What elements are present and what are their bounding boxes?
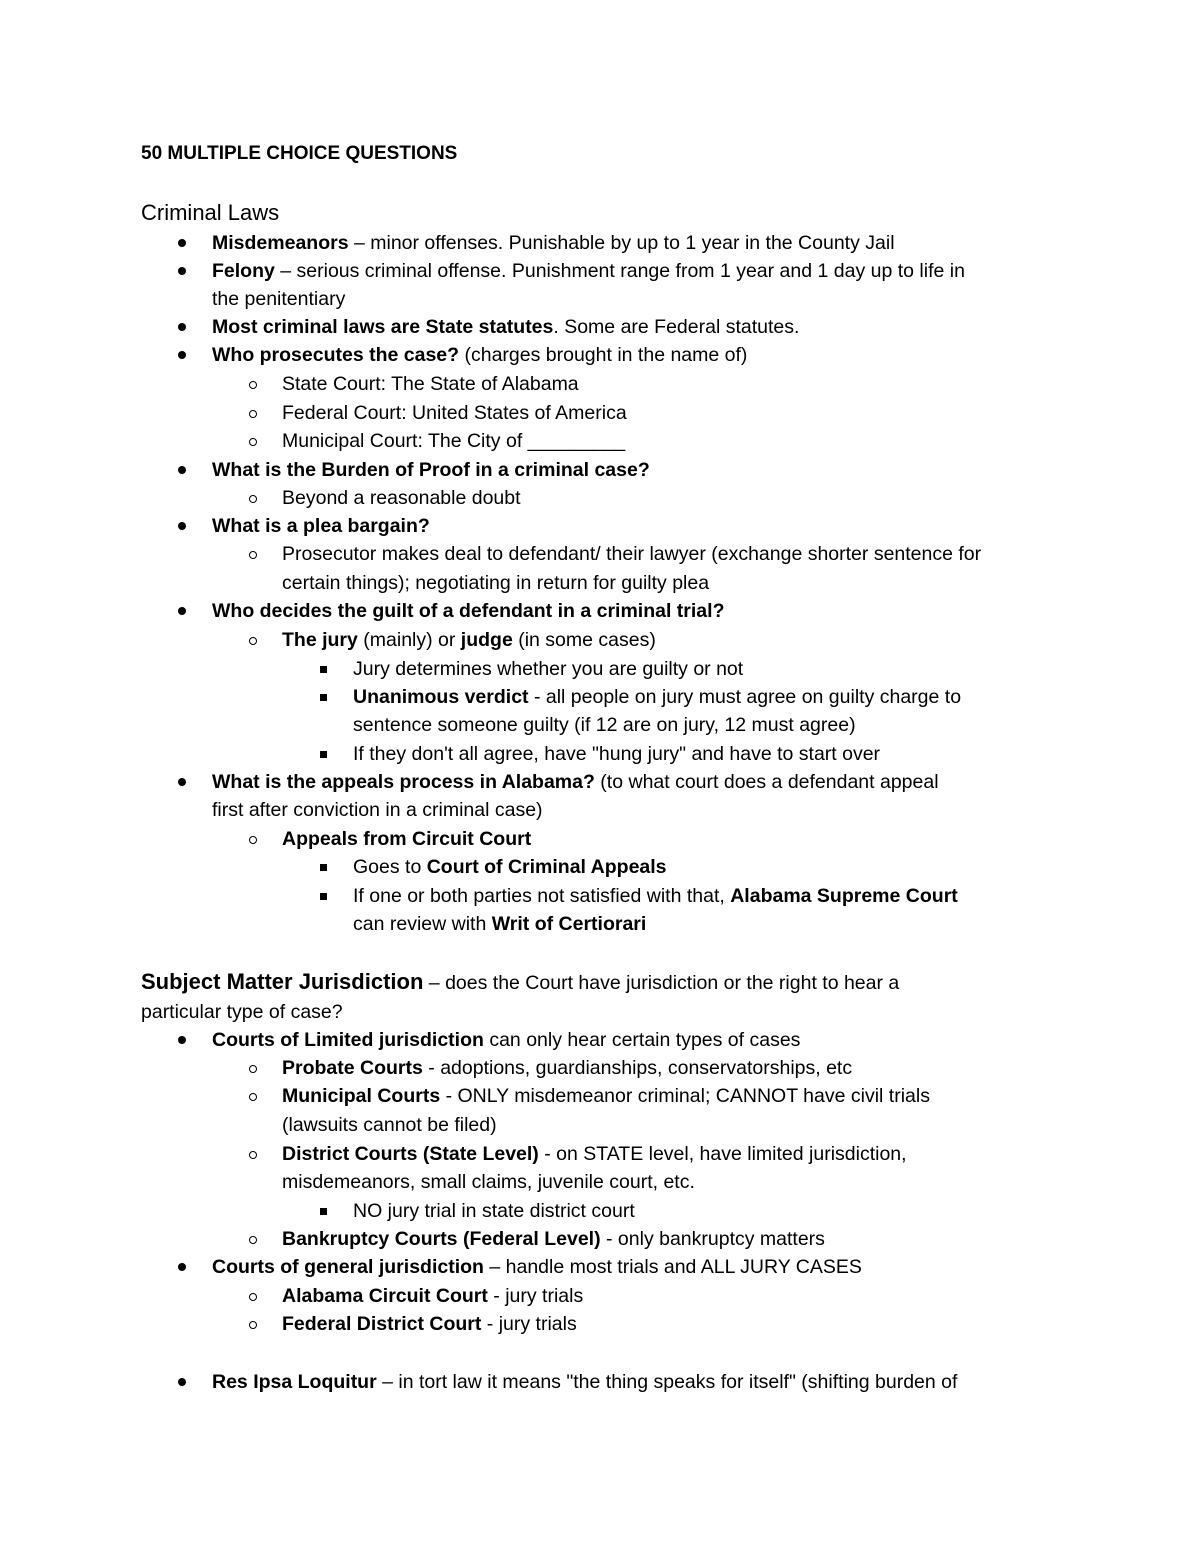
term-probate-courts: Probate Courts [282,1057,423,1079]
definition-district-courts: - on STATE level, have limited jurisdiction, [538,1143,907,1165]
sub-item-text: Jury determines whether you are guilty or not [353,658,744,680]
sub-item-district-courts [282,1140,907,1168]
answer-plea-bargain [282,540,981,568]
definition-res-ipsa-loquitur: – in tort law it means "the thing speaks for itself" (shifting burden of [376,1371,958,1393]
answer-text: Beyond a reasonable doubt [282,487,521,509]
list-item-who-decides-guilt [212,597,724,625]
sub-item-text: Federal Court: United States of America [282,402,627,424]
sub-item-bankruptcy-courts [282,1225,825,1253]
sub-item-text: Municipal Court: The City of _________ [282,430,626,452]
definition-felony: – serious criminal offense. Punishment range from 1 year and 1 day up to life in [274,260,965,282]
question-appeals-process: What is the appeals process in Alabama? [212,771,595,793]
definition-bankruptcy-courts: - only bankruptcy matters [600,1228,825,1250]
text-if-one: If one or both parties not satisfied with that, [353,885,731,907]
term-district-courts: District Courts (State Level) [282,1143,539,1165]
sub-item-no-jury-trial [353,1197,635,1225]
note-appeals-process-cont: first after conviction in a criminal case) [212,799,543,821]
term-court-criminal-appeals: Court of Criminal Appeals [426,856,667,878]
term-writ-of-certiorari: Writ of Certiorari [491,913,647,935]
list-item-res-ipsa-loquitur [212,1368,957,1396]
list-item-burden-of-proof [212,456,650,484]
sub-item-supreme-court-cont [353,910,646,938]
term-general-jurisdiction: Courts of general jurisdiction [212,1256,484,1278]
jurisdiction-intro-text: – does the Court have jurisdiction or the right to hear a [423,972,900,994]
text-goes-to: Goes to [353,856,427,878]
document-title: 50 MULTIPLE CHOICE QUESTIONS [141,143,458,164]
answer-text: Prosecutor makes deal to defendant/ their lawyer (exchange shorter sentence for [282,543,982,565]
term-unanimous-verdict: Unanimous verdict [353,686,529,708]
sub-item-state-court [282,370,579,398]
sub-item-supreme-court [353,882,958,910]
question-who-prosecutes: Who prosecutes the case? [212,344,460,366]
term-res-ipsa-loquitur: Res Ipsa Loquitur [212,1371,377,1393]
term-felony: Felony [212,260,275,282]
answer-plea-bargain-cont: certain things); negotiating in return for guilty plea [282,572,710,594]
sub-item-criminal-appeals [353,853,667,881]
term-federal-district-court: Federal District Court [282,1313,482,1335]
definition-limited-jurisdiction: can only hear certain types of cases [483,1029,801,1051]
criminal-laws-heading: Criminal Laws [141,200,280,225]
sub-item-municipal-courts [282,1082,930,1110]
definition-general-jurisdiction: – handle most trials and ALL JURY CASES [483,1256,862,1278]
text-state-statutes: . Some are Federal statutes. [553,316,800,338]
definition-misdemeanors: – minor offenses. Punishable by up to 1 year in the County Jail [348,232,895,254]
sub-item-alabama-circuit-court [282,1282,583,1310]
answer-burden-of-proof [282,484,521,512]
sub-item-municipal-court [282,427,625,455]
sub-item-jury-determines [353,655,743,683]
definition-municipal-courts: - ONLY misdemeanor criminal; CANNOT have civil trials [440,1085,930,1107]
sub-item-text: State Court: The State of Alabama [282,373,579,395]
list-item-who-prosecutes [212,341,747,369]
sub-item-text: If they don't all agree, have "hung jury" and have to start over [353,743,881,765]
term-misdemeanors: Misdemeanors [212,232,349,254]
question-who-decides-guilt: Who decides the guilt of a defendant in a criminal trial? [212,600,725,622]
sub-item-probate-courts [282,1054,852,1082]
list-item-appeals-process [212,768,939,796]
list-item-general-jurisdiction [212,1253,862,1281]
text-can-review: can review with [353,913,492,935]
list-item-limited-jurisdiction [212,1026,800,1054]
term-alabama-supreme-court: Alabama Supreme Court [730,885,958,907]
definition-unanimous-verdict: - all people on jury must agree on guilty charge to [528,686,962,708]
list-item-state-statutes [212,313,799,341]
term-limited-jurisdiction: Courts of Limited jurisdiction [212,1029,484,1051]
note-who-prosecutes: (charges brought in the name of) [459,344,748,366]
question-burden-of-proof: What is the Burden of Proof in a criminal case? [212,459,650,481]
list-item-felony [212,257,965,285]
term-appeals-circuit-court: Appeals from Circuit Court [282,828,532,850]
term-municipal-courts: Municipal Courts [282,1085,441,1107]
text-some-cases: (in some cases) [512,629,656,651]
subject-matter-jurisdiction-heading: Subject Matter Jurisdiction [141,969,424,994]
note-appeals-process: (to what court does a defendant appeal [594,771,939,793]
term-state-statutes: Most criminal laws are State statutes [212,316,554,338]
definition-unanimous-verdict-cont: sentence someone guilty (if 12 are on jury, 12 must agree) [353,714,856,736]
text-mainly: (mainly) or [357,629,461,651]
definition-probate-courts: - adoptions, guardianships, conservatorships, etc [422,1057,853,1079]
term-bankruptcy-courts: Bankruptcy Courts (Federal Level) [282,1228,601,1250]
sub-item-federal-district-court [282,1310,577,1338]
answer-jury-or-judge [282,626,656,654]
question-plea-bargain: What is a plea bargain? [212,515,430,537]
jurisdiction-intro [141,968,1041,997]
list-item-misdemeanors [212,229,895,257]
sub-item-hung-jury [353,740,880,768]
definition-alabama-circuit-court: - jury trials [487,1285,584,1307]
sub-item-unanimous-verdict [353,683,961,711]
sub-item-federal-court [282,399,627,427]
definition-federal-district-court: - jury trials [481,1313,577,1335]
term-judge: judge [460,629,513,651]
list-item-plea-bargain [212,512,430,540]
term-alabama-circuit-court: Alabama Circuit Court [282,1285,488,1307]
jurisdiction-intro-cont: particular type of case? [141,1001,343,1023]
sub-item-text: NO jury trial in state district court [353,1200,635,1222]
sub-item-appeals-circuit [282,825,531,853]
definition-district-courts-cont: misdemeanors, small claims, juvenile court, etc. [282,1171,695,1193]
definition-felony-cont: the penitentiary [212,288,346,310]
term-the-jury: The jury [282,629,358,651]
definition-municipal-courts-cont: (lawsuits cannot be filed) [282,1114,497,1136]
